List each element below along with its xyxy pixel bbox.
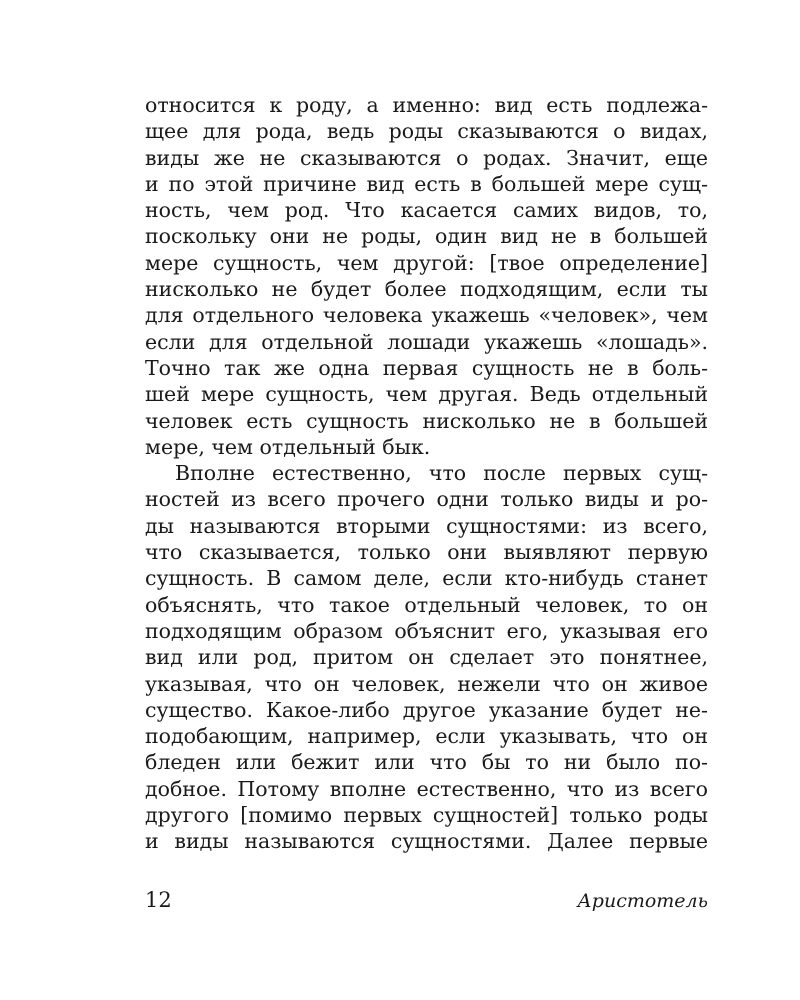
text-line: если для отдельной лошади укажешь «лошадь». <box>145 329 708 354</box>
paragraph-2 <box>145 460 708 854</box>
page-footer <box>145 888 708 918</box>
text-line: подобающим, например, если указывать, что он <box>145 724 708 749</box>
text-line: для отдельного человека укажешь «человек», чем <box>145 303 708 328</box>
text-line: человек есть сущность нисколько не в большей <box>145 408 708 433</box>
text-line: и по этой причине вид есть в большей мере сущ- <box>145 171 708 196</box>
paragraph-1 <box>145 92 708 460</box>
page-number: 12 <box>145 888 172 912</box>
text-line: шей мере сущность, чем другая. Ведь отдельный <box>145 382 708 407</box>
text-line: объяснять, что такое отдельный человек, то он <box>145 592 708 617</box>
text-line: вид или род, притом он сделает это понятнее, <box>145 645 708 670</box>
text-line: что сказывается, только они выявляют первую <box>145 540 708 565</box>
text-line: ды называются вторыми сущностями: из всего, <box>145 513 708 538</box>
text-line: ностей из всего прочего одни только виды и ро- <box>145 487 708 512</box>
text-line: существо. Какое-либо другое указание будет не- <box>145 697 708 722</box>
text-line: мере, чем отдельный бык. <box>145 434 431 459</box>
text-line: другого [помимо первых сущностей] только роды <box>145 803 708 828</box>
text-line: сущность. В самом деле, если кто-нибудь станет <box>145 566 708 591</box>
page-text <box>145 92 708 855</box>
text-line: подходящим образом объяснит его, указывая его <box>145 618 708 643</box>
text-line: нисколько не будет более подходящим, если ты <box>145 277 708 302</box>
running-head: Аристотель <box>577 890 708 912</box>
text-line: щее для рода, ведь роды сказываются о видах, <box>145 119 708 144</box>
text-line: мере сущность, чем другой: [твое определение] <box>145 250 708 275</box>
text-line: виды же не сказываются о родах. Значит, еще <box>145 145 708 170</box>
text-line: ность, чем род. Что касается самих видов, то, <box>145 198 708 223</box>
text-line: добное. Потому вполне естественно, что из всего <box>145 776 708 801</box>
text-line: Точно так же одна первая сущность не в боль- <box>145 355 708 380</box>
text-line: поскольку они не роды, один вид не в большей <box>145 224 708 249</box>
text-line: относится к роду, а именно: вид есть подлежа- <box>145 93 708 117</box>
text-line: Вполне естественно, что после первых сущ- <box>175 461 708 486</box>
text-line: указывая, что он человек, нежели что он живое <box>145 671 708 696</box>
text-line: и виды называются сущностями. Далее первые <box>145 829 708 854</box>
text-line: бледен или бежит или что бы то ни было по- <box>145 750 708 775</box>
